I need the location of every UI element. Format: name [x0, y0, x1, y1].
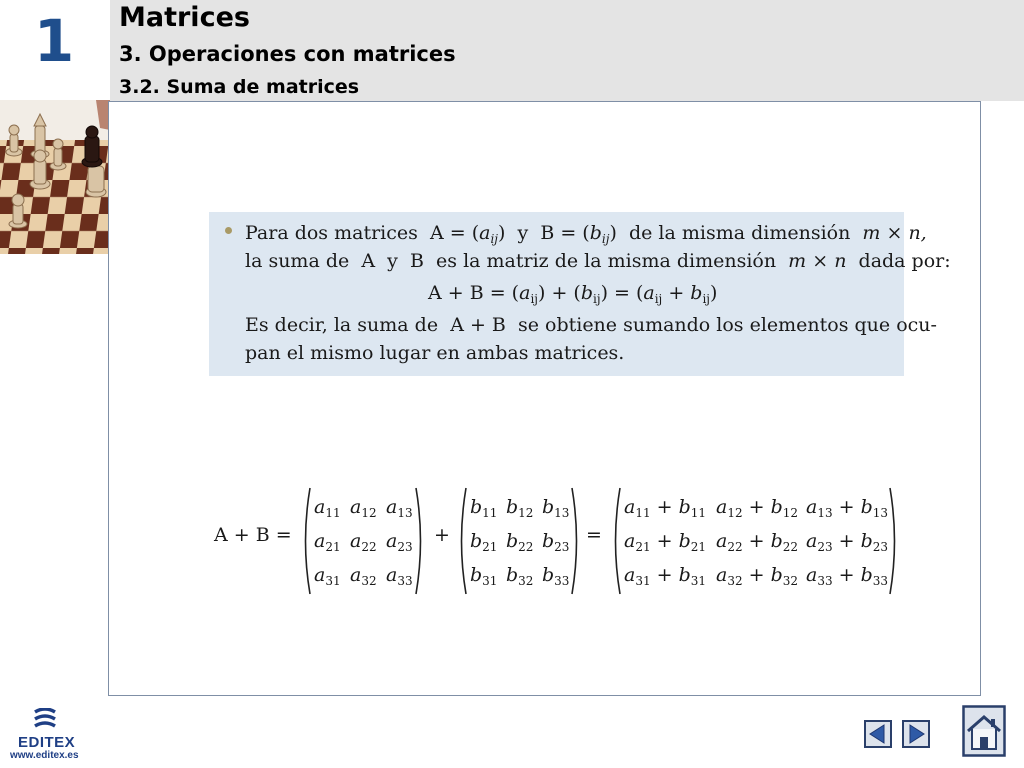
definition-text: dada por:: [858, 250, 951, 272]
definition-math: B: [409, 250, 424, 272]
definition-text: se obtiene sumando los elementos que ocu-: [517, 314, 937, 336]
definition-line-5: pan el mismo lugar en ambas matrices.: [245, 342, 625, 364]
matrix-cell: $a_{13} + b_{13}$: [806, 496, 889, 520]
definition-math: ): [498, 222, 506, 244]
definition-text: y: [387, 250, 398, 272]
matrix-cell: $a_{21} + b_{21}$: [624, 530, 707, 554]
matrix-cell: $a_{22} + b_{22}$: [716, 530, 799, 554]
matrix-cell: $b_{32}$: [506, 564, 534, 588]
next-button[interactable]: [902, 720, 930, 752]
matrix-cell: $a_{23}$: [386, 530, 413, 554]
equation-equals: =: [586, 524, 602, 546]
definition-math: A = (: [429, 222, 480, 244]
definition-math: ): [609, 222, 617, 244]
matrix-cell: $a_{31}$: [314, 564, 341, 588]
prev-button[interactable]: [864, 720, 892, 752]
matrix-cell: $b_{12}$: [506, 496, 534, 520]
matrix-cell: $a_{23} + b_{23}$: [806, 530, 889, 554]
page-title: Matrices: [119, 2, 250, 33]
matrix-cell: $b_{22}$: [506, 530, 534, 554]
equation-lhs: A + B =: [214, 524, 292, 546]
matrix-cell: $a_{12} + b_{12}$: [716, 496, 799, 520]
definition-math: ij: [490, 232, 498, 246]
matrix-cell: $a_{11} + b_{11}$: [624, 496, 707, 520]
definition-math: B = (: [540, 222, 590, 244]
logo-name: EDITEX: [18, 734, 76, 751]
page-subtitle: 3. Operaciones con matrices: [119, 42, 456, 66]
equation-plus: +: [434, 524, 450, 546]
home-icon: [962, 705, 1006, 757]
definition-text: es la matriz de la misma dimensión: [436, 250, 777, 272]
matrix-cell: $a_{21}$: [314, 530, 341, 554]
matrix-cell: $a_{31} + b_{31}$: [624, 564, 707, 588]
matrix-cell: $b_{23}$: [542, 530, 570, 554]
content-frame: [108, 101, 981, 696]
matrix-cell: $b_{21}$: [470, 530, 498, 554]
matrix-cell: $a_{32}$: [350, 564, 377, 588]
definition-text: de la misma dimensión: [628, 222, 851, 244]
definition-math: m × n: [788, 250, 847, 272]
arrow-left-icon: [864, 720, 892, 748]
definition-line-1: [245, 222, 927, 246]
matrix-a: [300, 486, 426, 596]
matrix-cell: $b_{33}$: [542, 564, 570, 588]
definition-math: ij: [601, 232, 610, 246]
matrix-cell: $a_{22}$: [350, 530, 377, 554]
chess-image: [0, 100, 110, 254]
definition-text: y: [517, 222, 529, 244]
definition-text: Es decir, la suma de: [245, 314, 439, 336]
definition-line-4: [245, 314, 937, 336]
definition-math: m × n,: [862, 222, 927, 244]
matrix-b: [456, 486, 582, 596]
definition-math: A: [361, 250, 376, 272]
definition-text: Para dos matrices: [245, 222, 418, 244]
matrix-cell: $b_{13}$: [542, 496, 570, 520]
section-title: 3.2. Suma de matrices: [119, 76, 360, 98]
matrix-sum-equation: [214, 486, 904, 596]
matrix-cell: $b_{31}$: [470, 564, 498, 588]
matrix-cell: $a_{32} + b_{32}$: [716, 564, 799, 588]
bullet-icon: [225, 227, 232, 234]
matrix-cell: $a_{12}$: [350, 496, 377, 520]
arrow-right-icon: [902, 720, 930, 748]
logo-url: www.editex.es: [10, 750, 79, 761]
editex-logo[interactable]: [10, 708, 82, 764]
matrix-cell: $a_{11}$: [314, 496, 341, 520]
matrix-sum: [610, 486, 900, 596]
chapter-number: 1: [33, 7, 75, 75]
definition-math: a: [479, 222, 491, 244]
editex-logo-icon: [31, 708, 59, 732]
matrix-cell: $b_{11}$: [470, 496, 498, 520]
definition-math: b: [589, 222, 602, 244]
definition-line-2: [245, 250, 951, 272]
definition-formula: $A + B = (a_{ij}) + (b_{ij}) = (a_{ij} + b_{ij})$: [428, 282, 718, 306]
definition-text: la suma de: [245, 250, 350, 272]
matrix-cell: $a_{33}$: [386, 564, 413, 588]
definition-math: A + B: [450, 314, 506, 336]
home-button[interactable]: [962, 705, 1006, 761]
matrix-cell: $a_{33} + b_{33}$: [806, 564, 889, 588]
definition-box: [209, 212, 951, 376]
matrix-cell: $a_{13}$: [386, 496, 413, 520]
